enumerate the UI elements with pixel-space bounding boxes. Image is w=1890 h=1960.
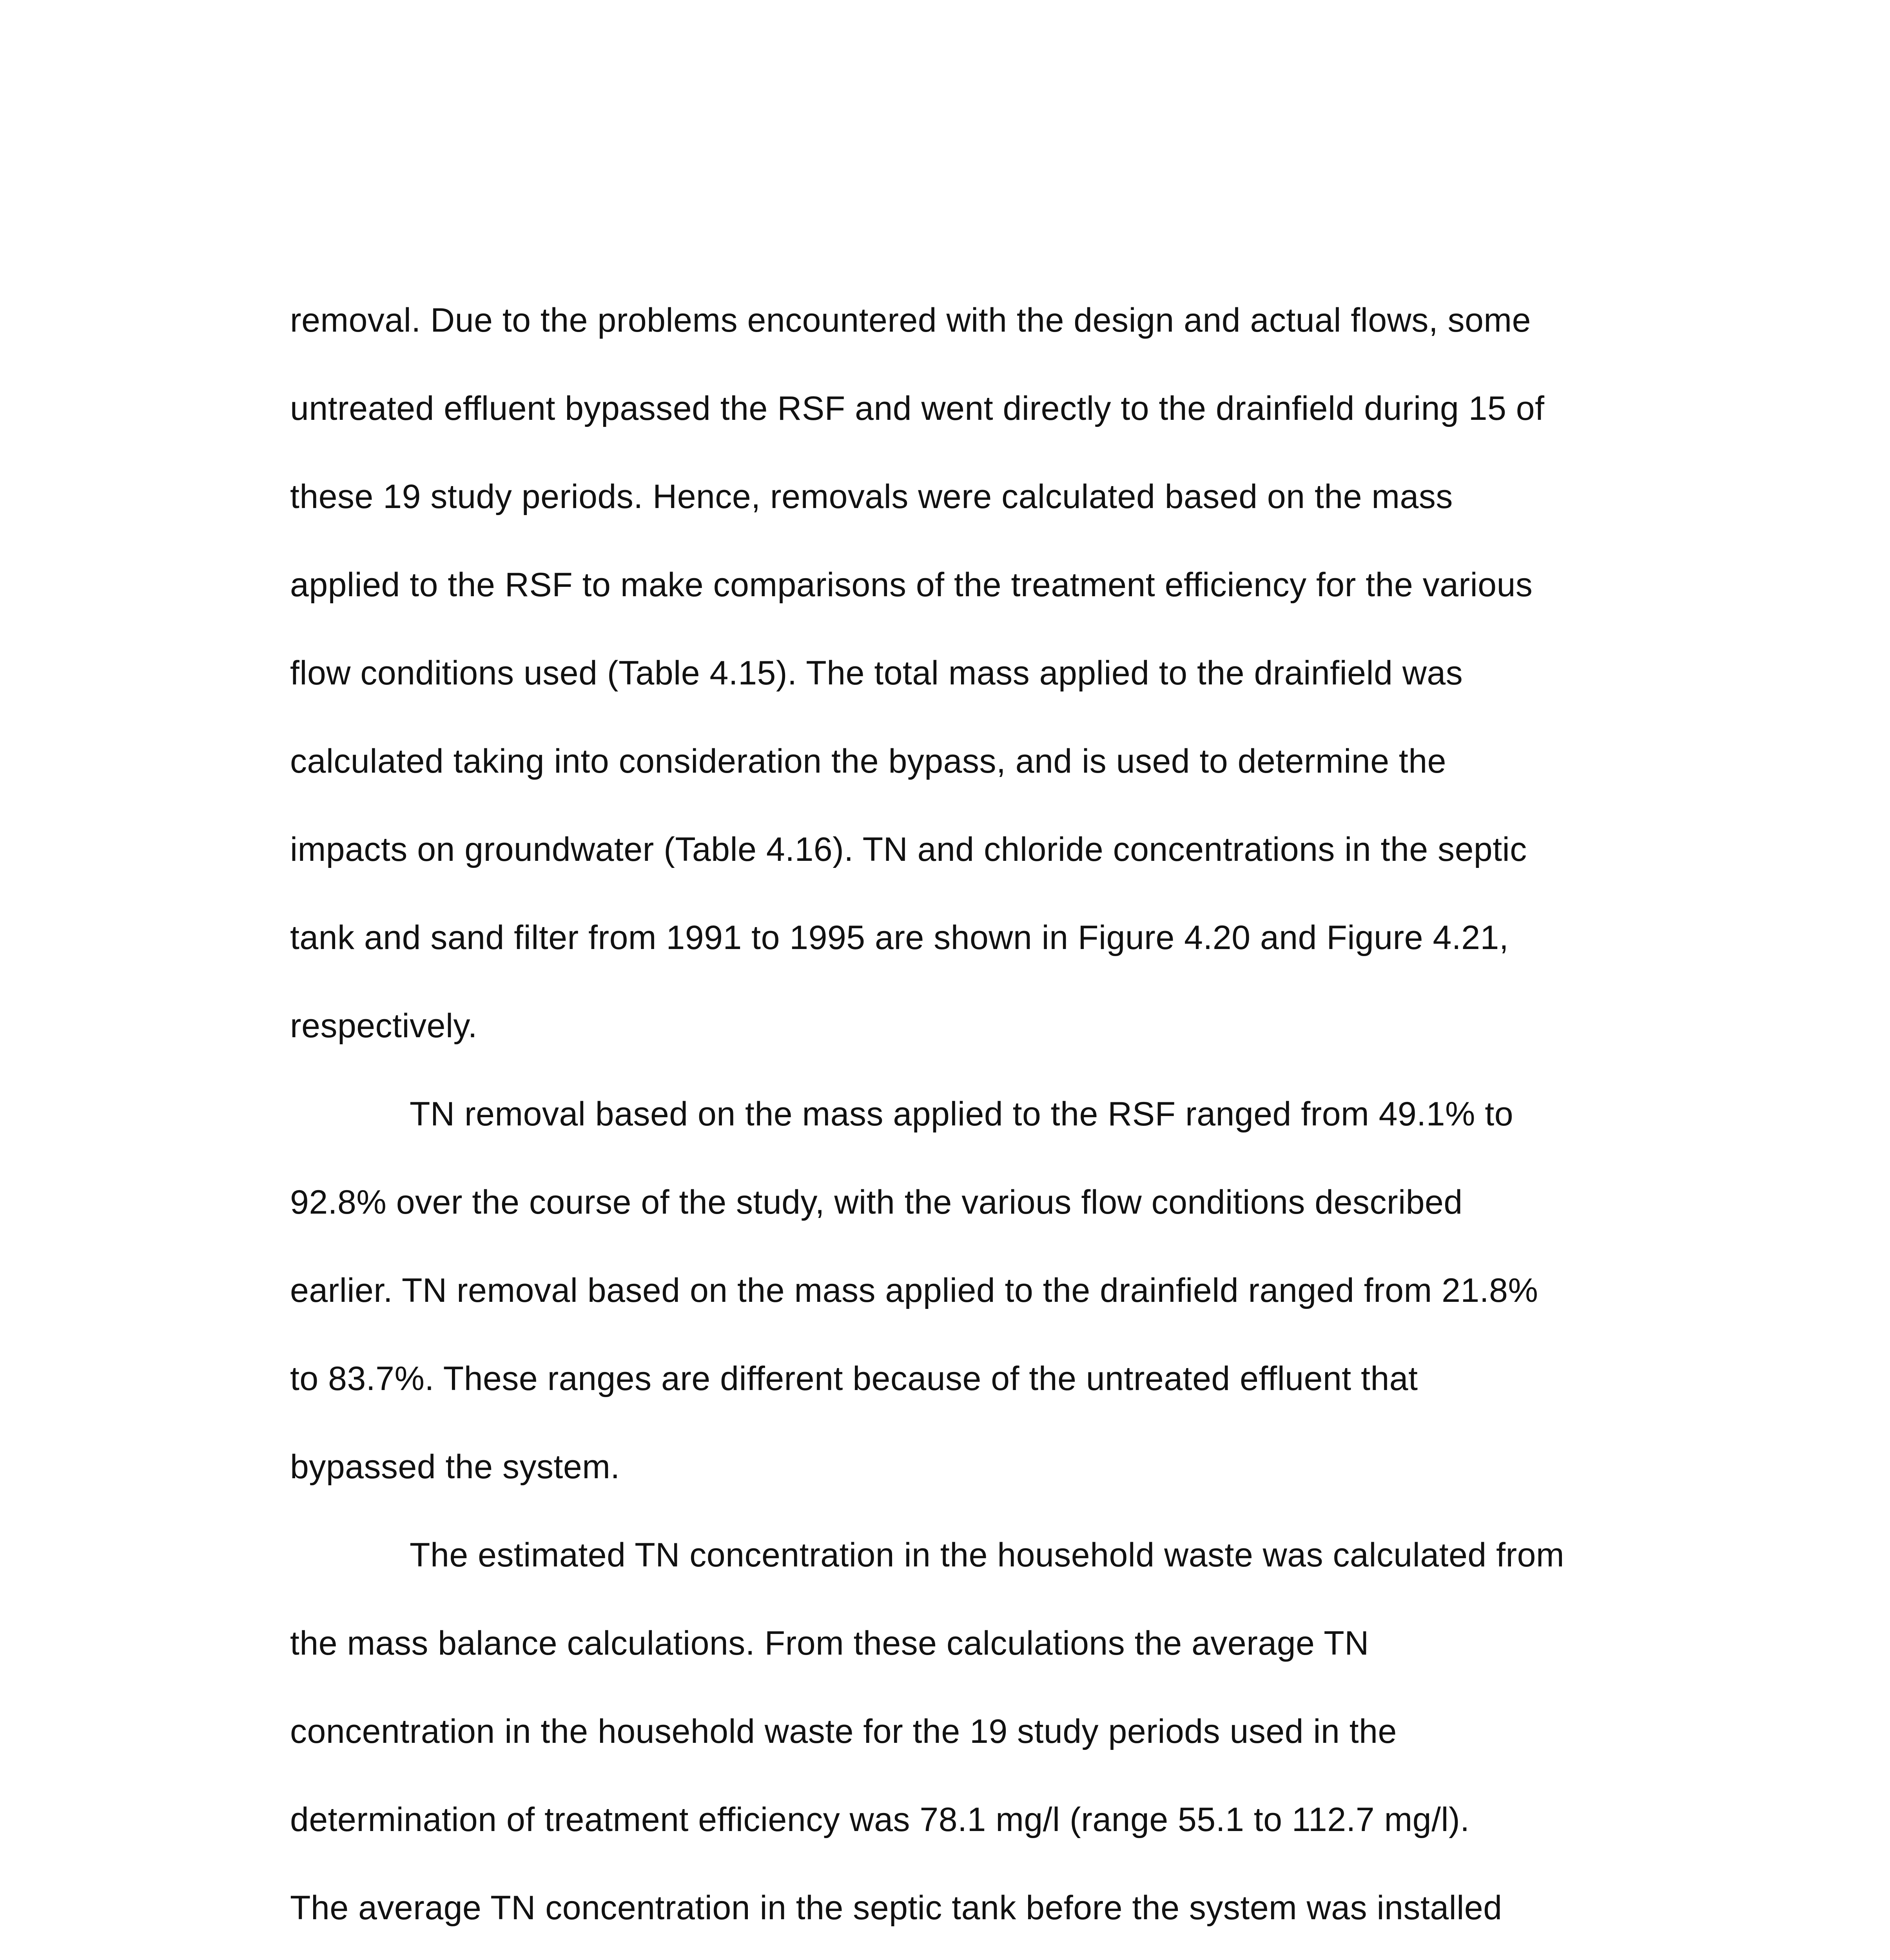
text-line: applied to the RSF to make comparisons of the treatment efficiency for the various [290,566,1533,604]
text-line: removal. Due to the problems encountered with the design and actual flows, some [290,301,1531,339]
text-line: concentration in the household waste for the 19 study periods used in the [290,1713,1397,1750]
paragraph-2 [290,1070,1701,1511]
text-line: these 19 study periods. Hence, removals were calculated based on the mass [290,478,1453,515]
body-text [290,276,1701,1960]
text-line: bypassed the system. [290,1448,620,1486]
text-line: untreated effluent bypassed the RSF and went directly to the drainfield during 15 of [290,390,1545,427]
paragraph-1 [290,276,1701,1070]
text-line: respectively. [290,1007,478,1045]
text-line: to 83.7%. These ranges are different because of the untreated effluent that [290,1360,1418,1397]
text-line: TN removal based on the mass applied to the RSF ranged from 49.1% to [410,1095,1514,1133]
text-line: determination of treatment efficiency was 78.1 mg/l (range 55.1 to 112.7 mg/l). [290,1801,1470,1838]
text-line: calculated taking into consideration the bypass, and is used to determine the [290,742,1446,780]
text-line: The average TN concentration in the septic tank before the system was installed [290,1889,1502,1927]
text-line: earlier. TN removal based on the mass applied to the drainfield ranged from 21.8% [290,1272,1538,1309]
paragraph-3 [290,1511,1701,1960]
text-line: impacts on groundwater (Table 4.16). TN and chloride concentrations in the septic [290,831,1527,868]
text-line: tank and sand filter from 1991 to 1995 are shown in Figure 4.20 and Figure 4.21, [290,919,1509,956]
text-line: 92.8% over the course of the study, with the various flow conditions described [290,1183,1463,1221]
text-line: The estimated TN concentration in the household waste was calculated from [410,1536,1565,1574]
text-line: the mass balance calculations. From these calculations the average TN [290,1624,1369,1662]
text-line [290,1952,1701,1960]
text-line: flow conditions used (Table 4.15). The total mass applied to the drainfield was [290,654,1463,692]
